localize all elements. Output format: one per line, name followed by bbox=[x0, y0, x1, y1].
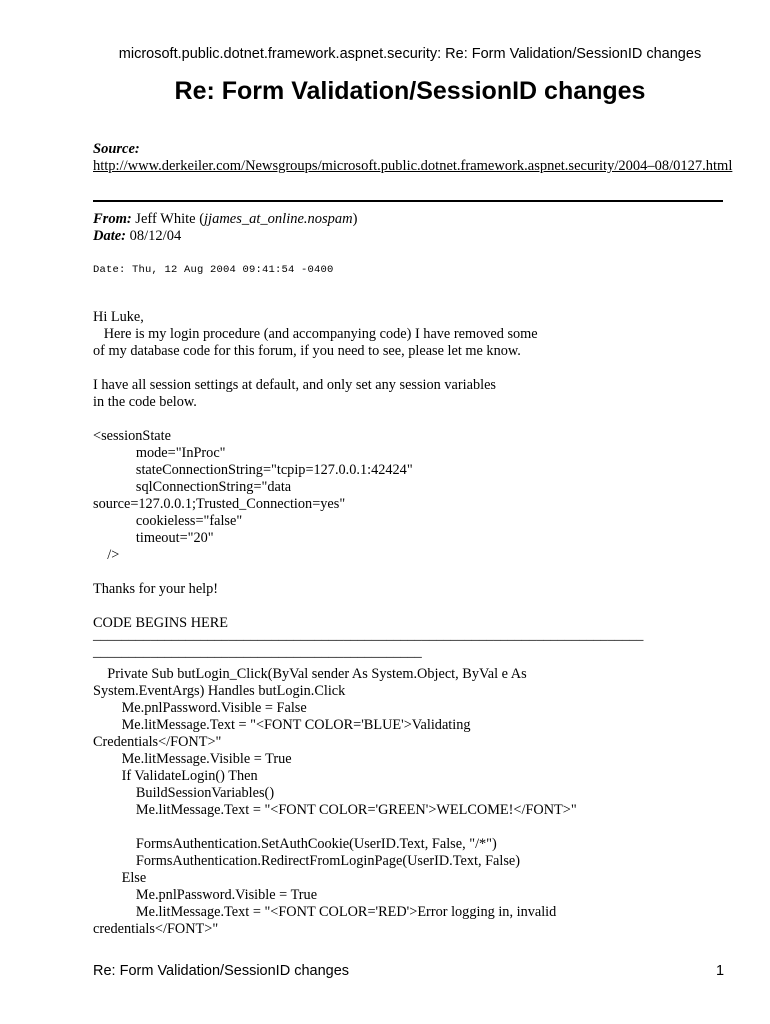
body-line: Me.pnlPassword.Visible = False bbox=[93, 700, 307, 716]
body-line: System.EventArgs) Handles butLogin.Click bbox=[93, 683, 346, 699]
body-line: Me.litMessage.Text = "<FONT COLOR='GREEN'>WELCOME!</FONT>" bbox=[93, 802, 577, 818]
body-line: Else bbox=[93, 870, 147, 886]
body-line: –––––––––––––––––––––––––––––––––––––––––––––– bbox=[93, 649, 422, 665]
body-line: Here is my login procedure (and accompanying code) I have removed some bbox=[93, 326, 538, 342]
body-line: /> bbox=[93, 547, 120, 563]
date-label: Date: bbox=[93, 228, 127, 244]
source-url-link[interactable]: http://www.derkeiler.com/Newsgroups/microsoft.public.dotnet.framework.aspnet.security/2004–08/0127.html bbox=[93, 158, 733, 174]
body-line: in the code below. bbox=[93, 394, 197, 410]
body-line: FormsAuthentication.SetAuthCookie(UserID.Text, False, "/*") bbox=[93, 836, 497, 852]
body-line: <sessionState bbox=[93, 428, 171, 444]
source-label: Source: bbox=[93, 141, 140, 157]
body-line: source=127.0.0.1;Trusted_Connection=yes" bbox=[93, 496, 346, 512]
body-line: Me.pnlPassword.Visible = True bbox=[93, 887, 318, 903]
page-title: Re: Form Validation/SessionID changes bbox=[174, 77, 646, 105]
body-line: ––––––––––––––––––––––––––––––––––––––––––––––––––––––––––––––––––––––––––––– bbox=[93, 632, 644, 648]
from-line: From: Jeff White (jjames_at_online.nospam) bbox=[93, 211, 358, 227]
running-header: microsoft.public.dotnet.framework.aspnet.security: Re: Form Validation/SessionID changes bbox=[118, 46, 702, 62]
page-number: 1 bbox=[716, 963, 725, 979]
from-email: jjames_at_online.nospam bbox=[204, 211, 353, 227]
body-line: If ValidateLogin() Then bbox=[93, 768, 258, 784]
body-line: Me.litMessage.Visible = True bbox=[93, 751, 292, 767]
body-line bbox=[93, 819, 643, 836]
body-line: cookieless="false" bbox=[93, 513, 243, 529]
body-line: Credentials</FONT>" bbox=[93, 734, 222, 750]
body-line: BuildSessionVariables() bbox=[93, 785, 275, 801]
body-line: credentials</FONT>" bbox=[93, 921, 219, 937]
body-line: Me.litMessage.Text = "<FONT COLOR='BLUE'>Validating bbox=[93, 717, 471, 733]
horizontal-rule bbox=[93, 200, 723, 202]
body-line: timeout="20" bbox=[93, 530, 214, 546]
body-line: Thanks for your help! bbox=[93, 581, 219, 597]
body-line: sqlConnectionString="data bbox=[93, 479, 292, 495]
body-line bbox=[93, 360, 643, 377]
date-header: Date: Thu, 12 Aug 2004 09:41:54 -0400 bbox=[93, 264, 334, 276]
from-label: From: bbox=[93, 211, 132, 227]
body-line: FormsAuthentication.RedirectFromLoginPage(UserID.Text, False) bbox=[93, 853, 521, 869]
body-line: Hi Luke, bbox=[93, 309, 144, 325]
body-line bbox=[93, 411, 643, 428]
date-line bbox=[93, 228, 181, 245]
date-value: 08/12/04 bbox=[129, 228, 182, 244]
body-line: stateConnectionString="tcpip=127.0.0.1:42424" bbox=[93, 462, 413, 478]
body-line bbox=[93, 564, 643, 581]
body-line: Me.litMessage.Text = "<FONT COLOR='RED'>Error logging in, invalid bbox=[93, 904, 557, 920]
body-line: CODE BEGINS HERE bbox=[93, 615, 229, 631]
body-line: Private Sub butLogin_Click(ByVal sender As System.Object, ByVal e As bbox=[93, 666, 527, 682]
body-line: I have all session settings at default, and only set any session variables bbox=[93, 377, 497, 393]
running-footer: Re: Form Validation/SessionID changes bbox=[93, 963, 350, 979]
body-line bbox=[93, 598, 643, 615]
message-body bbox=[93, 309, 643, 938]
from-name: Jeff White bbox=[135, 211, 196, 227]
body-line: of my database code for this forum, if you need to see, please let me know. bbox=[93, 343, 521, 359]
body-line: mode="InProc" bbox=[93, 445, 226, 461]
